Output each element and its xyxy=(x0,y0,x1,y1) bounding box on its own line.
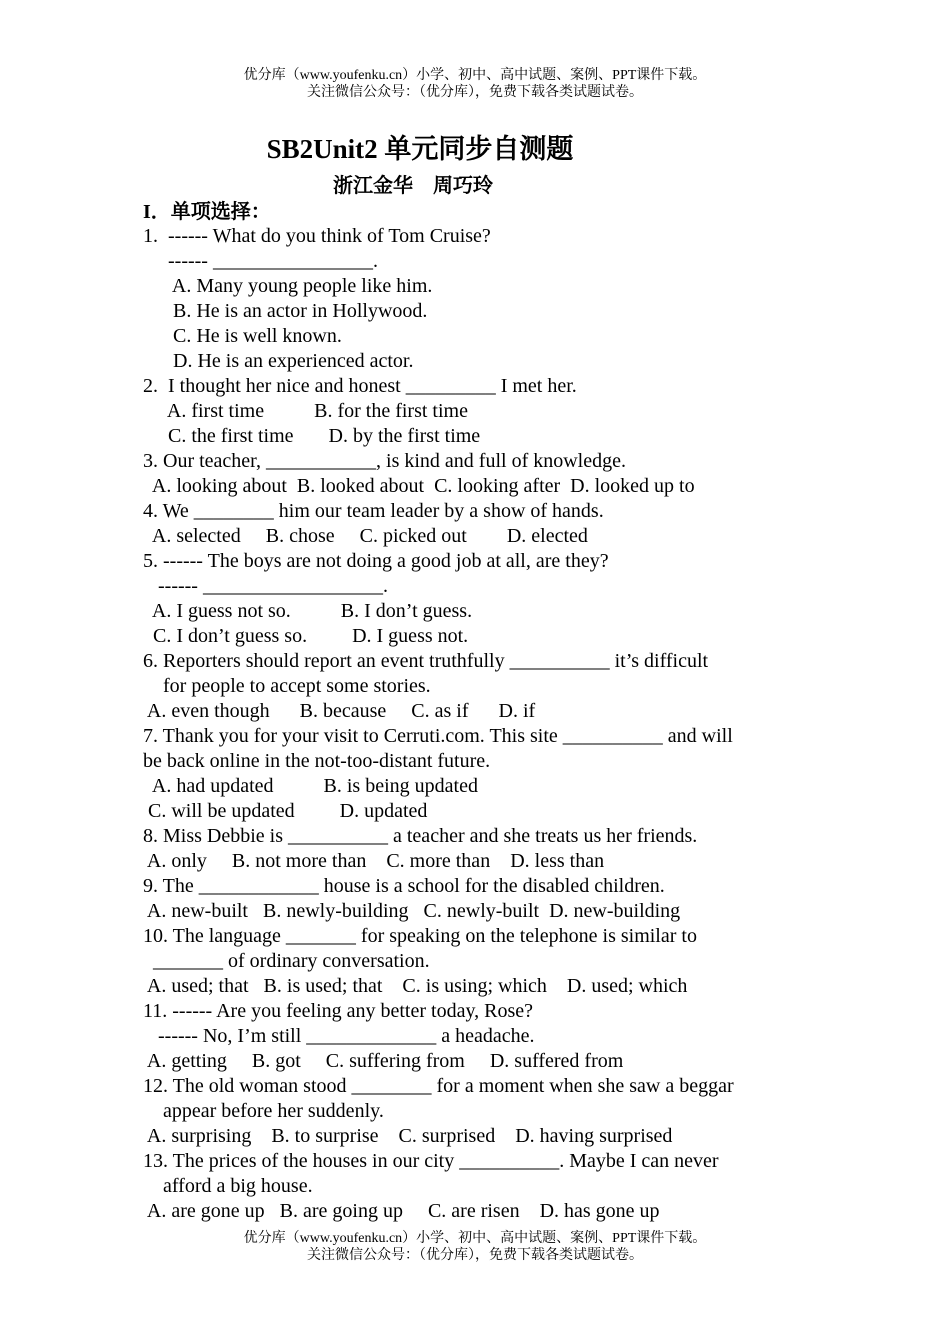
option-line: C. the first time D. by the first time xyxy=(143,425,481,447)
option-line: C. will be updated D. updated xyxy=(143,800,428,822)
section-heading: I．单项选择： xyxy=(143,201,271,223)
question-line: _______ of ordinary conversation. xyxy=(143,950,430,972)
author-line: 浙江金华 周巧玲 xyxy=(333,175,493,197)
question-line: 1. ------ What do you think of Tom Cruise? xyxy=(143,225,491,247)
question-line: 7. Thank you for your visit to Cerruti.com. This site __________ and will xyxy=(143,725,733,747)
question-line: ------ ________________. xyxy=(143,250,378,272)
question-line: 12. The old woman stood ________ for a moment when she saw a beggar xyxy=(143,1075,734,1097)
question-line: 5. ------ The boys are not doing a good job at all, are they? xyxy=(143,550,609,572)
option-line: A. even though B. because C. as if D. if xyxy=(143,700,536,722)
page-footer xyxy=(0,1230,950,1264)
page-header xyxy=(0,67,950,101)
header-line-1: 优分库（www.youfenku.cn）小学、初中、高中试题、案例、PPT课件下载。 xyxy=(243,68,707,83)
option-line: A. getting B. got C. suffering from D. suffered from xyxy=(143,1050,624,1072)
question-line: 13. The prices of the houses in our city __________. Maybe I can never xyxy=(143,1150,719,1172)
option-line: D. He is an experienced actor. xyxy=(143,350,414,372)
option-line: A. surprising B. to surprise C. surprised D. having surprised xyxy=(143,1125,673,1147)
question-line: 3. Our teacher, ___________, is kind and full of knowledge. xyxy=(143,450,626,472)
question-line: 10. The language _______ for speaking on the telephone is similar to xyxy=(143,925,697,947)
option-line: A. had updated B. is being updated xyxy=(143,775,478,797)
option-line: C. He is well known. xyxy=(143,325,342,347)
option-line: A. are gone up B. are going up C. are risen D. has gone up xyxy=(143,1200,660,1222)
option-line: A. selected B. chose C. picked out D. elected xyxy=(143,525,588,547)
question-line: for people to accept some stories. xyxy=(143,675,431,697)
question-line: 9. The ____________ house is a school for the disabled children. xyxy=(143,875,665,897)
option-line: C. I don’t guess so. D. I guess not. xyxy=(143,625,469,647)
question-line: afford a big house. xyxy=(143,1175,313,1197)
question-line: be back online in the not-too-distant future. xyxy=(143,750,491,772)
question-line: 6. Reporters should report an event truthfully __________ it’s difficult xyxy=(143,650,709,672)
question-line: 11. ------ Are you feeling any better today, Rose? xyxy=(143,1000,534,1022)
header-line-2: 关注微信公众号：（优分库），免费下载各类试题试卷。 xyxy=(307,85,643,100)
question-list xyxy=(143,224,807,1224)
option-line: A. looking about B. looked about C. looking after D. looked up to xyxy=(143,475,695,497)
option-line: A. only B. not more than C. more than D. less than xyxy=(143,850,605,872)
question-line: ------ No, I’m still _____________ a headache. xyxy=(143,1025,535,1047)
option-line: A. new-built B. newly-building C. newly-built D. new-building xyxy=(143,900,681,922)
footer-line-1: 优分库（www.youfenku.cn）小学、初中、高中试题、案例、PPT课件下载。 xyxy=(243,1231,707,1246)
option-line: B. He is an actor in Hollywood. xyxy=(143,300,428,322)
question-line: 2. I thought her nice and honest _________ I met her. xyxy=(143,375,577,397)
option-line: A. I guess not so. B. I don’t guess. xyxy=(143,600,473,622)
question-line: 8. Miss Debbie is __________ a teacher and she treats us her friends. xyxy=(143,825,698,847)
footer-line-2: 关注微信公众号：（优分库），免费下载各类试题试卷。 xyxy=(307,1248,643,1263)
option-line: A. used; that B. is used; that C. is using; which D. used; which xyxy=(143,975,688,997)
option-line: A. first time B. for the first time xyxy=(143,400,468,422)
question-line: appear before her suddenly. xyxy=(143,1100,384,1122)
question-line: 4. We ________ him our team leader by a show of hands. xyxy=(143,500,604,522)
document-title: SB2Unit2 单元同步自测题 xyxy=(266,134,574,164)
option-line: A. Many young people like him. xyxy=(143,275,433,297)
question-line: ------ __________________. xyxy=(143,575,388,597)
